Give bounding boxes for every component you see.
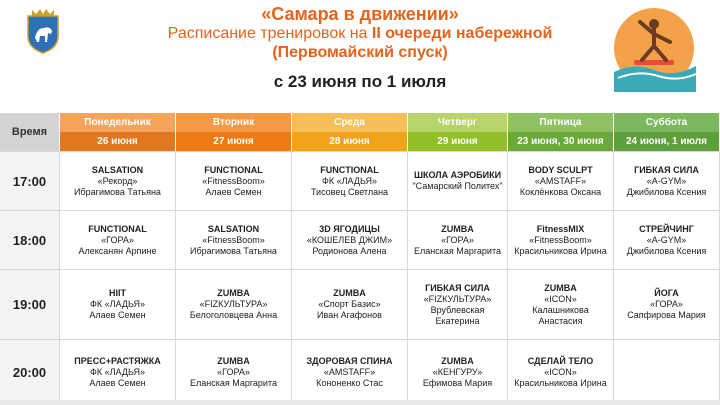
class-coach: Джибилова Ксения <box>626 186 707 197</box>
date-header-tuesday: 27 июня <box>176 132 292 151</box>
class-coach: Алаев Семен <box>205 186 262 197</box>
schedule-cell <box>60 340 176 405</box>
samara-coat-of-arms-icon <box>22 6 64 54</box>
class-place: «FIZКУЛЬТУРА» <box>199 299 268 309</box>
schedule-cell <box>614 270 720 339</box>
subtitle-bold-text: II очереди набережной <box>371 25 553 42</box>
class-name: ZUMBA <box>333 288 366 298</box>
class-name: ZUMBA <box>217 288 250 298</box>
class-coach: Ибрагимова Татьяна <box>190 245 277 256</box>
class-coach: Еланская Маргарита <box>189 378 277 388</box>
class-name: ZUMBA <box>544 282 577 293</box>
day-header-thursday: Четверг <box>408 113 508 132</box>
schedule-cell <box>614 211 720 269</box>
schedule-cell <box>176 152 292 210</box>
table-row <box>0 269 720 339</box>
class-place: "Самарский Политех" <box>412 181 503 191</box>
class-name: SALSATION <box>207 223 260 234</box>
row-time: 20:00 <box>0 340 60 405</box>
class-name: ZUMBA <box>217 356 250 366</box>
class-coach: Врублевская Екатерина <box>430 304 485 326</box>
table-row <box>0 210 720 269</box>
date-range: с 23 июня по 1 июля <box>273 72 447 91</box>
day-header-friday: Пятница <box>508 113 614 132</box>
date-header-saturday: 24 июня, 1 июля <box>614 132 720 151</box>
schedule-cell <box>508 211 614 269</box>
schedule-cell <box>408 270 508 339</box>
class-coach: Белоголовцева Анна <box>189 310 278 320</box>
schedule-cell <box>614 152 720 210</box>
class-coach: Алексанян Арпине <box>78 245 157 256</box>
class-place: «ГОРА» <box>650 299 683 309</box>
class-name: ГИБКАЯ СИЛА <box>425 282 490 293</box>
page-subtitle <box>100 24 620 43</box>
date-header-wednesday: 28 июня <box>292 132 408 151</box>
schedule-cell <box>292 340 408 405</box>
class-place: «AMSTAFF» <box>534 175 587 186</box>
class-name: ШКОЛА АЭРОБИКИ <box>413 170 502 180</box>
bottom-bar <box>0 400 720 405</box>
schedule-cell <box>292 270 408 339</box>
schedule-cell <box>508 340 614 405</box>
class-place: «ICON» <box>544 367 577 377</box>
class-place: «A-GYM» <box>646 175 687 186</box>
class-coach: Ефимова Мария <box>422 378 493 388</box>
class-name: ZUMBA <box>441 356 474 366</box>
day-header-tuesday: Вторник <box>176 113 292 132</box>
page-title: «Самара в движении» <box>261 4 459 24</box>
schedule-cell <box>408 152 508 210</box>
class-name: SALSATION <box>91 164 144 175</box>
class-place: «ICON» <box>544 293 577 304</box>
header <box>0 0 720 100</box>
class-place: «КЕНГУРУ» <box>432 367 483 377</box>
schedule-cell <box>176 270 292 339</box>
class-coach: Коклёнкова Оксана <box>519 186 602 197</box>
schedule-cell <box>60 152 176 210</box>
schedule-cell <box>176 340 292 405</box>
date-header-thursday: 29 июня <box>408 132 508 151</box>
class-coach: Еланская Маргарита <box>413 245 501 256</box>
class-coach: Кононенко Стас <box>316 378 383 388</box>
row-time: 19:00 <box>0 270 60 339</box>
day-header-saturday: Суббота <box>614 113 720 132</box>
class-place: «ГОРА» <box>217 367 250 377</box>
schedule-table <box>0 113 720 405</box>
class-place: «FitnessBoom» <box>202 234 265 245</box>
class-name: HIIT <box>109 288 126 298</box>
class-coach: Алаев Семен <box>89 310 146 320</box>
schedule-cell <box>292 211 408 269</box>
class-coach: Тисовец Светлана <box>310 186 389 197</box>
schedule-cell <box>408 211 508 269</box>
subtitle-text: Расписание тренировок на <box>167 25 372 42</box>
class-name: ГИБКАЯ СИЛА <box>634 164 699 175</box>
schedule-cell <box>292 152 408 210</box>
schedule-cell <box>60 270 176 339</box>
class-name: СТРЕЙЧИНГ <box>639 223 694 234</box>
class-name: ZUMBA <box>441 223 474 234</box>
class-name: FitnessMIX <box>536 223 585 234</box>
date-header-monday: 26 июня <box>60 132 176 151</box>
class-name: FUNCTIONAL <box>204 164 263 175</box>
class-name: ЙОГА <box>654 288 679 298</box>
class-place: «Рекорд» <box>97 175 138 186</box>
class-name: СДЕЛАЙ ТЕЛО <box>527 356 594 366</box>
day-header-wednesday: Среда <box>292 113 408 132</box>
class-place: «ГОРА» <box>441 234 474 245</box>
row-time: 17:00 <box>0 152 60 210</box>
date-header-friday: 23 июня, 30 июня <box>508 132 614 151</box>
class-place: «КОШЕЛЕВ ДЖИМ» <box>306 234 393 245</box>
location-subtitle: (Первомайский спуск) <box>272 44 448 61</box>
table-row <box>0 339 720 405</box>
class-name: ПРЕСС+РАСТЯЖКА <box>74 356 161 366</box>
class-place: ФК «ЛАДЬЯ» <box>90 367 145 377</box>
row-time: 18:00 <box>0 211 60 269</box>
class-place: «FIZКУЛЬТУРА» <box>423 293 492 304</box>
class-name: BODY SCULPT <box>528 164 593 175</box>
class-coach: Родионова Алена <box>312 245 387 256</box>
schedule-cell <box>508 152 614 210</box>
yoga-pose-illustration-icon <box>604 2 702 92</box>
day-header-monday: Понедельник <box>60 113 176 132</box>
table-row <box>0 151 720 210</box>
class-place: ФК «ЛАДЬЯ» <box>322 175 377 186</box>
class-name: FUNCTIONAL <box>320 164 379 175</box>
class-coach: Красильникова Ирина <box>514 378 607 388</box>
class-place: «ГОРА» <box>101 234 134 245</box>
class-place: «FitnessBoom» <box>202 175 265 186</box>
class-coach: Ибрагимова Татьяна <box>74 186 161 197</box>
title-block <box>100 4 620 62</box>
class-coach: Джибилова Ксения <box>626 245 707 256</box>
class-coach: Сапфирова Мария <box>627 310 706 320</box>
class-coach: Красильникова Ирина <box>514 245 607 256</box>
schedule-cell <box>508 270 614 339</box>
schedule-cell <box>614 340 720 405</box>
class-coach: Алаев Семен <box>89 378 146 388</box>
time-column-header: Время <box>0 113 60 151</box>
class-coach: Иван Агафонов <box>317 310 382 320</box>
class-place: «A-GYM» <box>646 234 687 245</box>
class-place: «FitnessBoom» <box>529 234 592 245</box>
class-name: 3D ЯГОДИЦЫ <box>319 223 380 234</box>
class-name: FUNCTIONAL <box>88 223 147 234</box>
class-coach: Калашникова Анастасия <box>532 304 589 326</box>
class-place: ФК «ЛАДЬЯ» <box>90 299 145 309</box>
class-place: «AMSTAFF» <box>323 367 376 377</box>
class-name: ЗДОРОВАЯ СПИНА <box>306 356 393 366</box>
schedule-cell <box>60 211 176 269</box>
class-place: «Спорт Базис» <box>318 299 381 309</box>
schedule-cell <box>408 340 508 405</box>
schedule-cell <box>176 211 292 269</box>
